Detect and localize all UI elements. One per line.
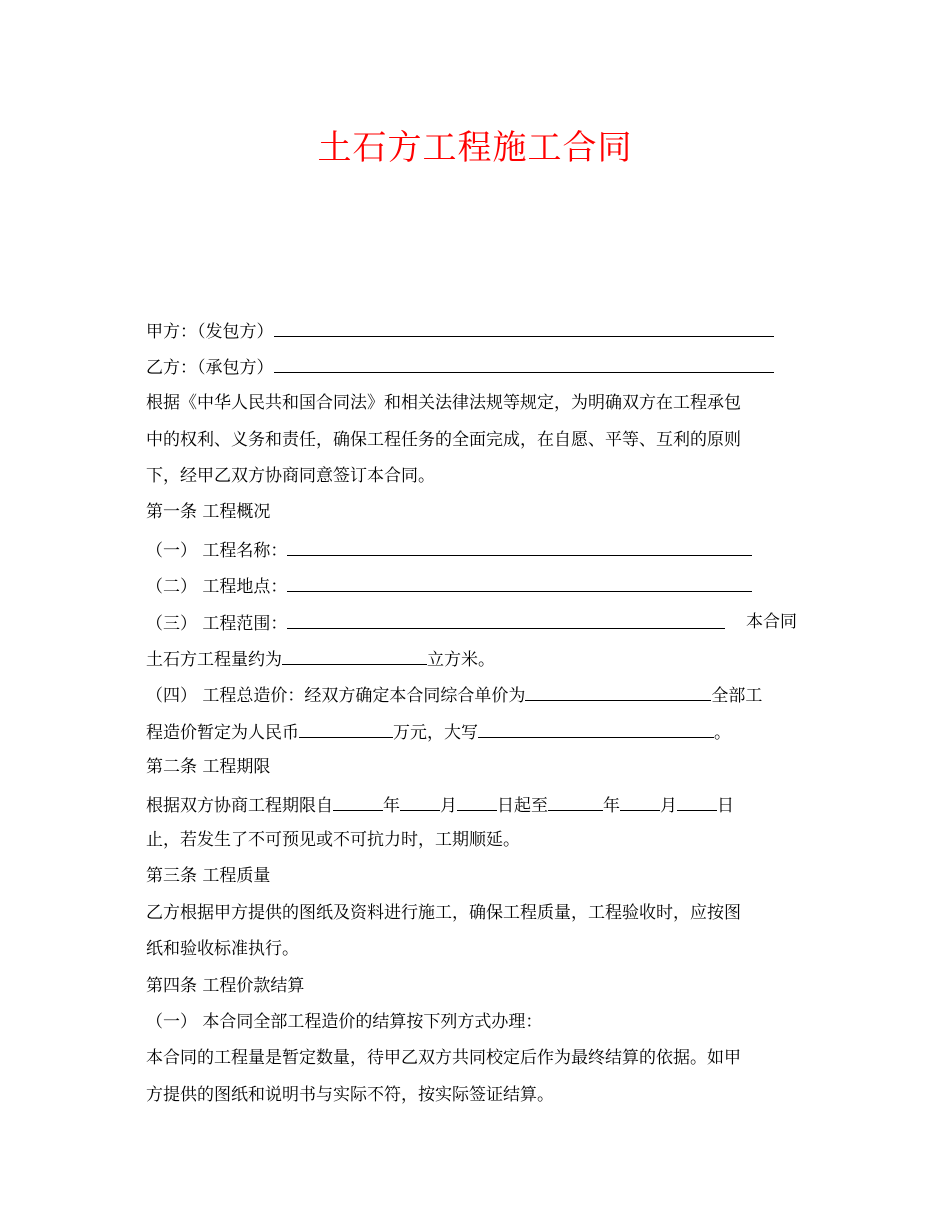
end-year-blank (548, 792, 603, 811)
document-title: 土石方工程施工合同 (317, 128, 633, 168)
end-day-label: 日 (717, 796, 734, 816)
preamble-line-2: 中的权利、义务和责任，确保工程任务的全面完成，在自愿、平等、互利的原则 (146, 430, 741, 450)
article-3-heading: 第三条 工程质量 (146, 866, 271, 886)
start-day-blank (457, 792, 497, 811)
start-year-label: 年 (383, 796, 400, 816)
volume-line (146, 646, 495, 672)
settlement-line-1: 本合同的工程量是暂定数量，待甲乙双方共同校定后作为最终结算的依据。如甲 (146, 1048, 741, 1068)
start-year-blank (333, 792, 383, 811)
article-4-heading: 第四条 工程价款结算 (146, 976, 305, 996)
total-cost-words-blank (478, 719, 714, 738)
project-location-blank (287, 573, 752, 592)
article-2-heading: 第二条 工程期限 (146, 757, 271, 777)
volume-blank (282, 646, 427, 665)
period-label: 根据双方协商工程期限自 (146, 796, 333, 816)
total-cost-blank (299, 719, 393, 738)
unit-price-label: （四） 工程总造价：经双方确定本合同综合单价为 (146, 686, 526, 706)
article-4-item-1: （一） 本合同全部工程造价的结算按下列方式办理： (146, 1012, 543, 1032)
party-a-line (146, 318, 774, 344)
end-month-blank (620, 792, 660, 811)
preamble-line-1: 根据《中华人民共和国合同法》和相关法律法规等规定，为明确双方在工程承包 (146, 393, 741, 413)
end-month-label: 月 (660, 796, 677, 816)
party-b-label: 乙方：（承包方） (146, 358, 274, 378)
quality-line-1: 乙方根据甲方提供的图纸及资料进行施工，确保工程质量，工程验收时，应按图 (146, 903, 741, 923)
article-1-heading: 第一条 工程概况 (146, 502, 271, 522)
article-1-item-3 (146, 610, 725, 636)
total-cost-unit: 万元，大写 (393, 723, 478, 743)
end-year-label: 年 (603, 796, 620, 816)
unit-price-tail: 全部工 (711, 686, 763, 706)
party-a-label: 甲方：（发包方） (146, 322, 274, 342)
project-scope-label: （三） 工程范围： (146, 614, 288, 634)
start-day-label: 日起至 (497, 796, 548, 816)
volume-label: 土石方工程量约为 (146, 650, 282, 670)
total-cost-label: 程造价暂定为人民币 (146, 723, 299, 743)
article-1-item-1 (146, 537, 752, 563)
settlement-line-2: 方提供的图纸和说明书与实际不符，按实际签证结算。 (146, 1085, 554, 1105)
party-a-blank (274, 318, 774, 337)
volume-unit: 立方米。 (427, 650, 495, 670)
period-line (146, 792, 734, 818)
project-scope-blank (287, 610, 725, 629)
project-name-label: （一） 工程名称： (146, 541, 288, 561)
total-cost-line (146, 719, 731, 745)
unit-price-blank (525, 682, 711, 701)
party-b-line (146, 354, 774, 380)
quality-line-2: 纸和验收标准执行。 (146, 939, 299, 959)
project-location-label: （二） 工程地点： (146, 577, 288, 597)
end-day-blank (677, 792, 717, 811)
article-1-item-4 (146, 682, 762, 708)
total-cost-end: 。 (714, 723, 731, 743)
article-1-item-2 (146, 573, 752, 599)
start-month-blank (400, 792, 440, 811)
start-month-label: 月 (440, 796, 457, 816)
period-line-2: 止，若发生了不可预见或不可抗力时，工期顺延。 (146, 830, 520, 850)
project-name-blank (287, 537, 752, 556)
preamble-line-3: 下，经甲乙双方协商同意签订本合同。 (146, 466, 435, 486)
party-b-blank (274, 354, 774, 373)
article-1-item-3-tail: 本合同 (746, 612, 797, 632)
